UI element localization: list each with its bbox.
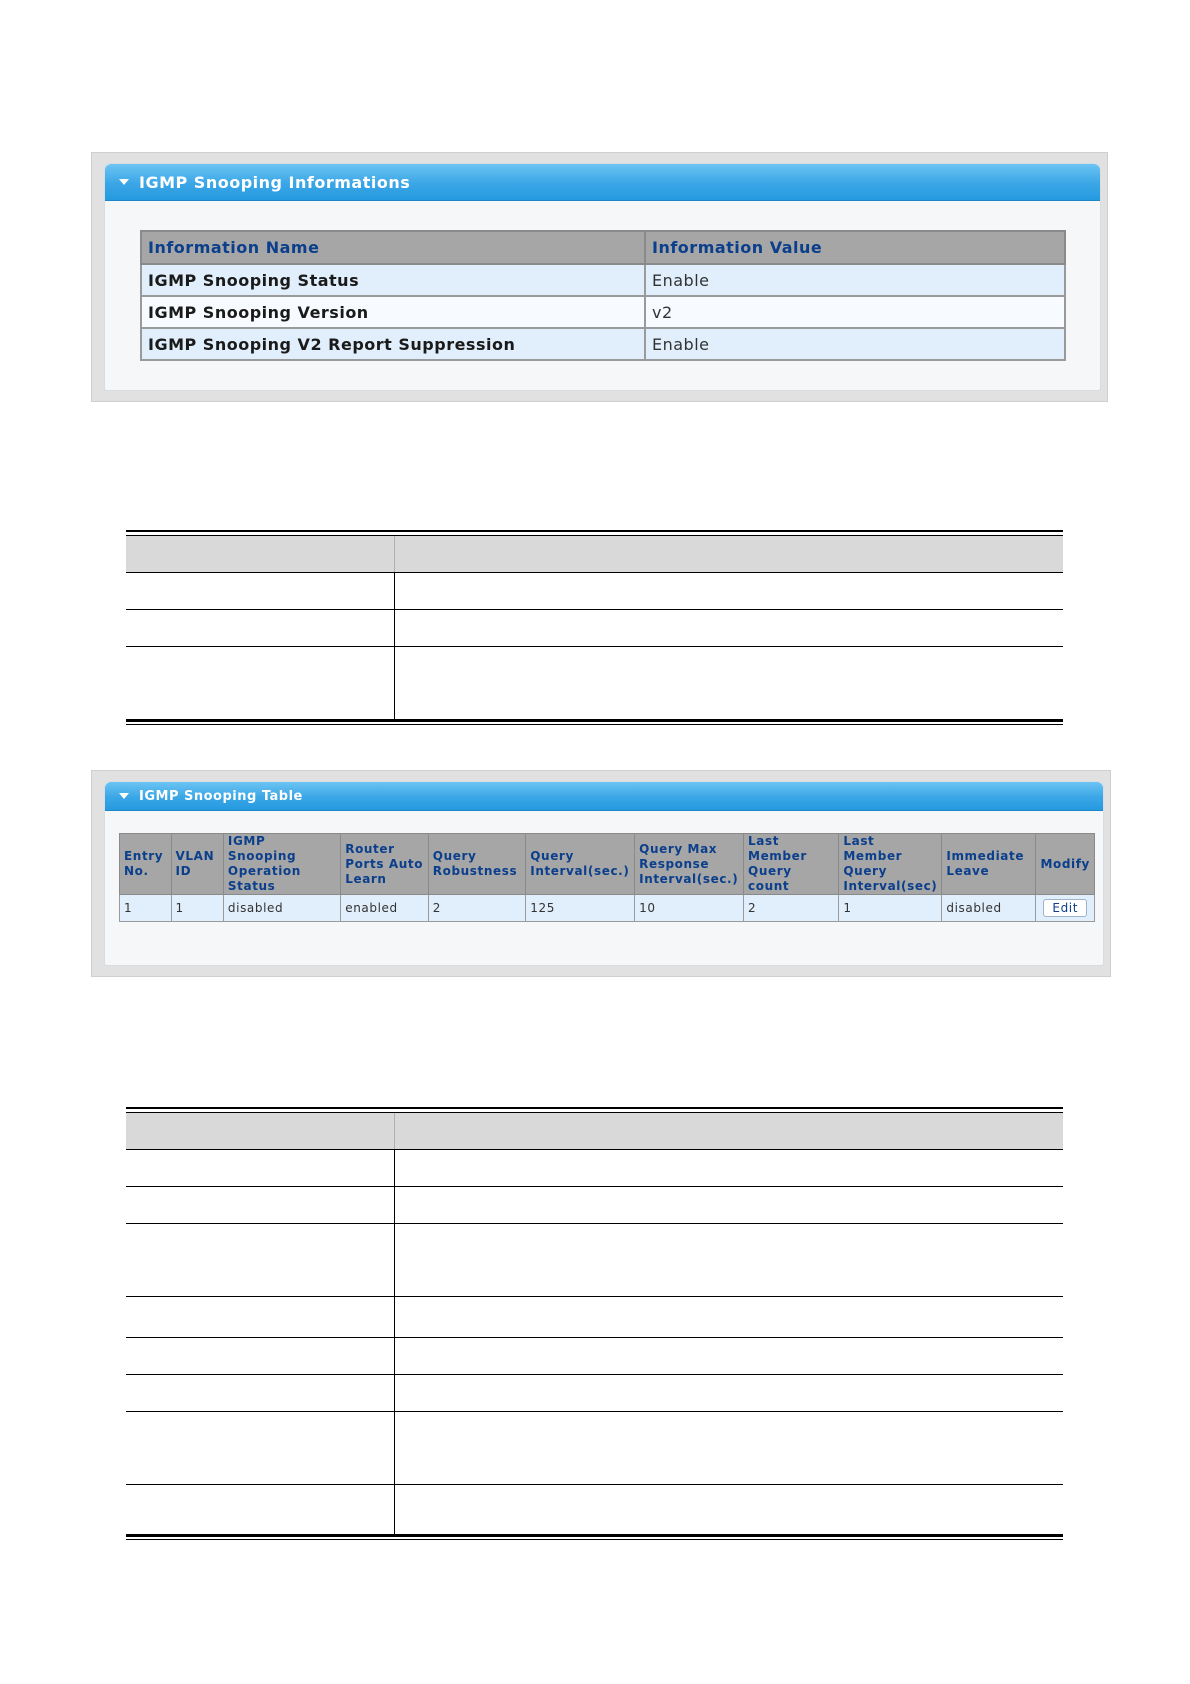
table-row [126,1375,1063,1412]
table-row [126,1224,1063,1297]
cell-vlan-id: 1 [171,895,223,922]
cell-modify [1036,895,1095,922]
info-value: Enable [645,328,1065,360]
table-cell [395,1297,1063,1337]
table-row [126,1485,1063,1534]
table-cell [126,1338,395,1374]
info-panel [91,152,1108,402]
table-cell [126,1150,395,1186]
table-cell [395,610,1063,646]
cell-last-member-query-interval: 1 [839,895,942,922]
table-cell [126,1485,395,1534]
info-table-header [141,231,1065,264]
col-last-member-query-interval: Last Member Query Interval(sec) [839,834,942,895]
snooping-table-panel [91,770,1111,977]
table-cell [395,1187,1063,1223]
snooping-panel-title: IGMP Snooping Table [139,788,303,804]
snooping-table-header [120,834,1095,895]
col-vlan-id: VLAN ID [171,834,223,895]
header-cell [395,536,1063,572]
info-name: IGMP Snooping Status [141,264,645,296]
table-cell [395,1485,1063,1534]
cell-last-member-query-count: 2 [744,895,839,922]
table-cell [395,573,1063,609]
table-bottom-rule [126,719,1063,725]
cell-query-robustness: 2 [428,895,525,922]
table-cell [126,1375,395,1411]
cell-entry-no: 1 [120,895,172,922]
table-bottom-rule [126,1534,1063,1540]
table-cell [126,1224,395,1296]
table-row [126,1150,1063,1187]
table-row [141,264,1065,296]
table-cell [395,1150,1063,1186]
table-row [141,328,1065,360]
info-value: Enable [645,264,1065,296]
col-router-ports-auto-learn: Router Ports Auto Learn [341,834,429,895]
table-row [126,573,1063,610]
info-value: v2 [645,296,1065,328]
info-name: IGMP Snooping V2 Report Suppression [141,328,645,360]
table-row [126,647,1063,719]
description-table-2 [126,1107,1063,1540]
table-cell [395,647,1063,719]
table-cell [395,1224,1063,1296]
col-immediate-leave: Immediate Leave [942,834,1036,895]
cell-query-max-response: 10 [635,895,744,922]
collapse-arrow-icon[interactable] [119,793,129,799]
info-name: IGMP Snooping Version [141,296,645,328]
table-header [126,536,1063,573]
table-cell [126,1412,395,1484]
cell-router-ports-auto-learn: enabled [341,895,429,922]
table-row [126,1187,1063,1224]
col-last-member-query-count: Last Member Query count [744,834,839,895]
table-row [126,1297,1063,1338]
header-cell [126,1113,395,1149]
table-row [126,610,1063,647]
description-table-1 [126,530,1063,725]
col-modify: Modify [1036,834,1095,895]
col-information-name: Information Name [141,231,645,264]
cell-immediate-leave: disabled [942,895,1036,922]
col-operation-status: IGMP Snooping Operation Status [223,834,340,895]
col-entry-no: Entry No. [120,834,172,895]
header-cell [395,1113,1063,1149]
info-panel-title: IGMP Snooping Informations [139,172,411,192]
col-query-max-response: Query Max Response Interval(sec.) [635,834,744,895]
table-cell [126,647,395,719]
info-table [140,230,1066,361]
table-cell [395,1412,1063,1484]
cell-operation-status: disabled [223,895,340,922]
col-information-value: Information Value [645,231,1065,264]
col-query-robustness: Query Robustness [428,834,525,895]
header-cell [126,536,395,572]
table-cell [126,610,395,646]
table-row [126,1412,1063,1485]
table-row [141,296,1065,328]
table-header [126,1113,1063,1150]
collapse-arrow-icon[interactable] [119,179,129,185]
snooping-panel-header[interactable] [105,782,1103,811]
table-cell [126,573,395,609]
table-cell [126,1187,395,1223]
info-panel-header[interactable] [105,164,1100,201]
col-query-interval: Query Interval(sec.) [526,834,635,895]
table-cell [126,1297,395,1337]
table-row [120,895,1095,922]
table-cell [395,1375,1063,1411]
cell-query-interval: 125 [526,895,635,922]
table-row [126,1338,1063,1375]
table-cell [395,1338,1063,1374]
igmp-snooping-table [119,833,1095,922]
edit-button[interactable]: Edit [1043,899,1087,917]
